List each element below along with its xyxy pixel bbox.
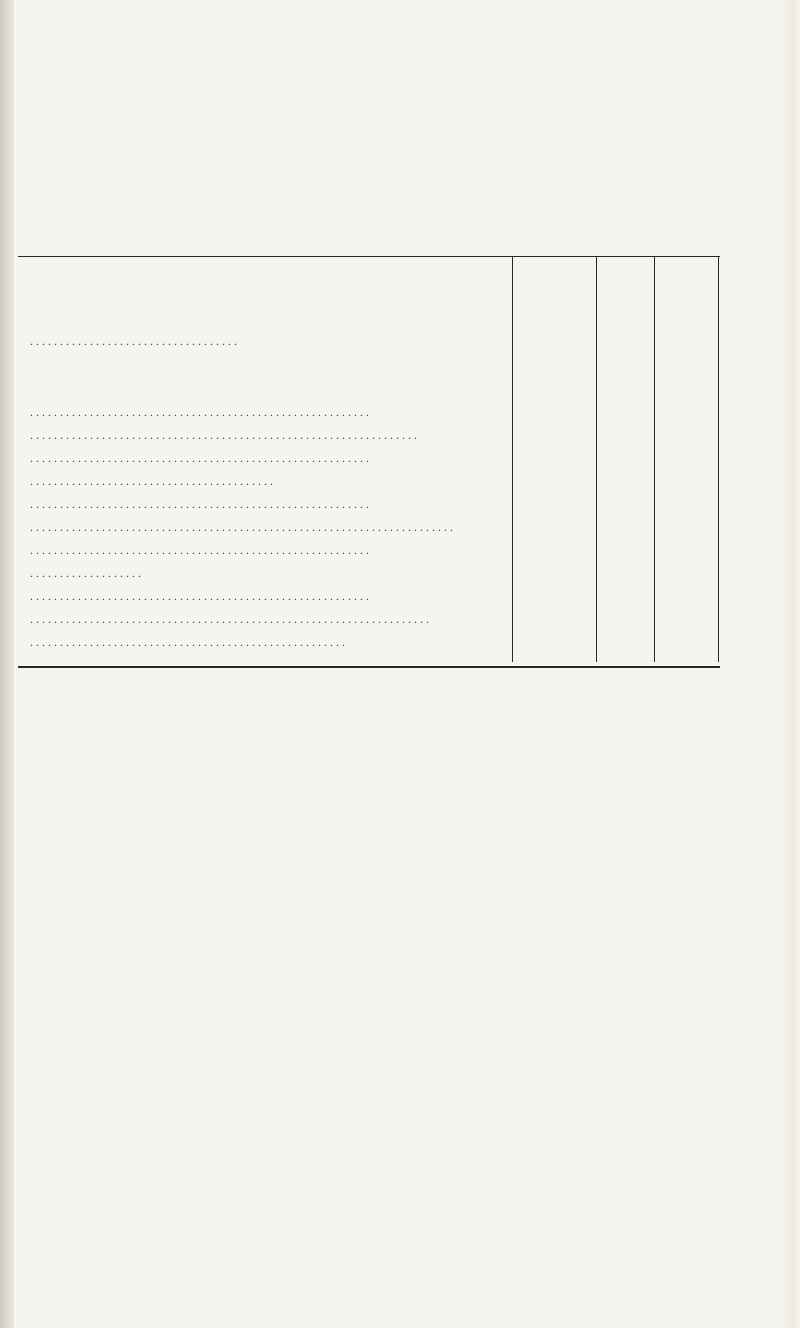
- payment-row: [26, 589, 506, 604]
- payment-row: [26, 566, 506, 581]
- payment-row: [26, 474, 506, 489]
- leader-dots: .........................................................: [30, 589, 372, 603]
- leader-dots: .........................................: [30, 474, 276, 488]
- payment-row: [26, 451, 506, 466]
- leader-dots: .........................................................: [30, 497, 372, 511]
- payments-bottom-rule: [18, 666, 720, 668]
- leader-dots: .........................................................: [30, 451, 372, 465]
- page-edge: [782, 0, 800, 1328]
- leader-dots: ...................: [30, 566, 144, 580]
- leader-dots: .....................................................: [30, 635, 348, 649]
- payment-row: [26, 405, 506, 420]
- leader-dots: ...................................: [30, 334, 240, 348]
- payment-row: [26, 428, 506, 443]
- payment-row: [26, 543, 506, 558]
- col-rule-pounds: [512, 256, 513, 662]
- leader-dots: .......................................................................: [30, 520, 456, 534]
- payment-row: [26, 612, 506, 627]
- col-rule-right: [718, 256, 719, 662]
- leader-dots: .................................................................: [30, 428, 420, 442]
- leader-dots: .........................................................: [30, 405, 372, 419]
- col-rule-shillings: [596, 256, 597, 662]
- leader-dots: .........................................................: [30, 543, 372, 557]
- payment-row: [26, 497, 506, 512]
- payment-row: [26, 635, 506, 650]
- col-rule-pence: [654, 256, 655, 662]
- payment-row: [26, 520, 506, 535]
- payment-row: [26, 334, 506, 349]
- page-gutter: [0, 0, 14, 1328]
- payments-top-rule: [18, 256, 720, 257]
- leader-dots: ...................................................................: [30, 612, 432, 626]
